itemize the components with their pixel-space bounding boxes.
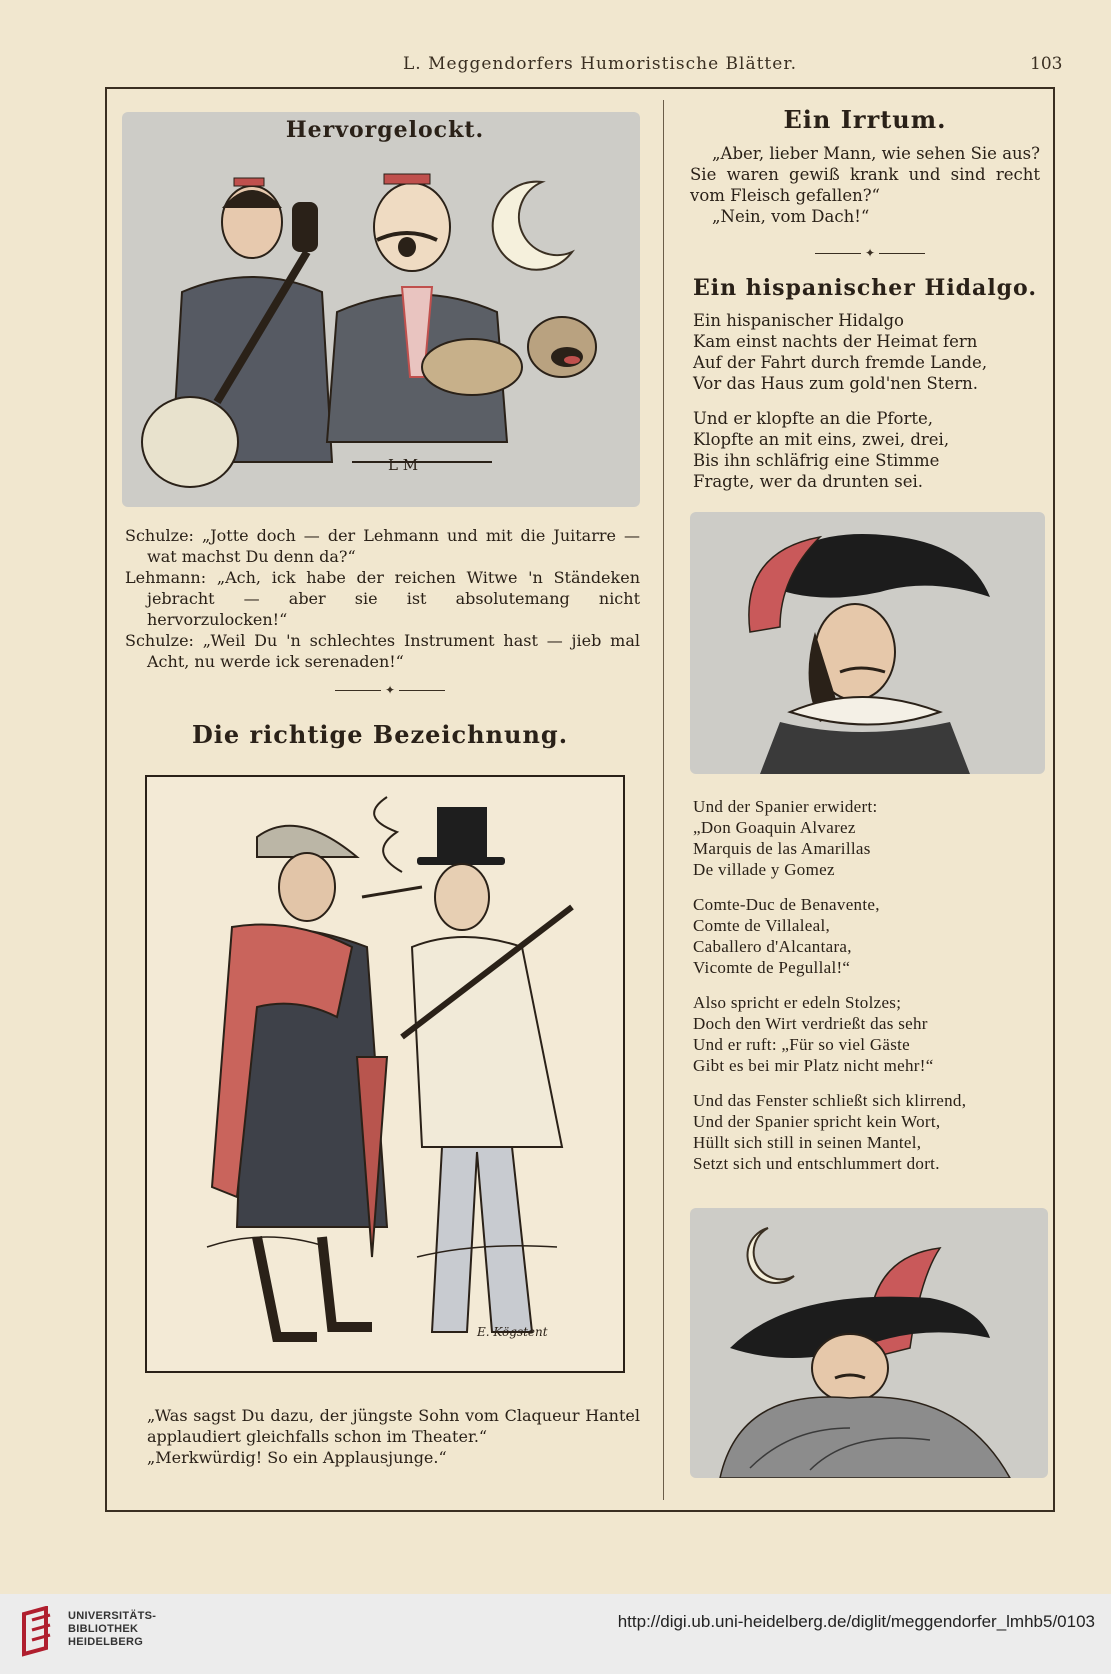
monogram: L M (388, 456, 419, 474)
verse-line: Bis ihn schläfrig eine Stimme (693, 451, 940, 470)
verse-line: „Don Goaquin Alvarez (693, 818, 856, 837)
verse-line: Doch den Wirt verdrießt das sehr (693, 1014, 928, 1033)
poem-stanzas-bottom (693, 796, 1033, 1188)
library-footer (0, 1594, 1111, 1674)
verse-line: Gibt es bei mir Platz nicht mehr!“ (693, 1056, 934, 1075)
illustration-bezeichnung (145, 775, 625, 1373)
library-name-line: BIBLIOTHEK (68, 1623, 139, 1635)
page-number: 103 (1030, 54, 1063, 74)
section-ornament: ✦ (290, 683, 490, 695)
stanza (693, 408, 1033, 492)
cartoon-title: Die richtige Bezeichnung. (191, 720, 569, 749)
verse-line: Klopfte an mit eins, zwei, drei, (693, 430, 950, 449)
dialogue-hervorgelockt (125, 525, 640, 672)
verse-line: Comte de Villaleal, (693, 916, 831, 935)
section-ornament: ✦ (770, 246, 970, 258)
library-name (68, 1610, 156, 1649)
verse-line: Hüllt sich still in seinen Mantel, (693, 1133, 922, 1152)
dialogue-line: Lehmann: „Ach, ick habe der reichen Witwe 'n Ständeken jebracht — aber sie ist absolutemang nicht hervorzulocken!“ (125, 568, 640, 629)
paragraph: „Aber, lieber Mann, wie sehen Sie aus? Sie waren gewiß krank und sind recht vom Fleisch gefallen?“ (690, 144, 1040, 205)
verse-line: Vor das Haus zum gold'nen Stern. (693, 374, 978, 393)
library-name-line: UNIVERSITÄTS- (68, 1610, 157, 1622)
stanza (693, 992, 1033, 1076)
verse-line: Und das Fenster schließt sich klirrend, (693, 1091, 967, 1110)
verse-line: Und er ruft: „Für so viel Gäste (693, 1035, 911, 1054)
verse-line: Und der Spanier erwidert: (693, 797, 878, 816)
paragraph: „Nein, vom Dach!“ (712, 207, 870, 226)
stanza (693, 1090, 1033, 1174)
article-title: Ein Irrtum. (783, 105, 947, 134)
illustration-hidalgo-portrait (690, 512, 1045, 774)
column-divider (663, 100, 664, 1500)
caption-line: „Was sagst Du dazu, der jüngste Sohn vom Claqueur Hantel applaudiert gleichfalls schon im Theater.“ (147, 1406, 640, 1446)
verse-line: Auf der Fahrt durch fremde Lande, (693, 353, 988, 372)
library-name-line: HEIDELBERG (68, 1636, 144, 1648)
verse-line: Und der Spanier spricht kein Wort, (693, 1112, 941, 1131)
university-library-logo-icon (20, 1606, 58, 1662)
caption-line: „Merkwürdig! So ein Applausjunge.“ (147, 1448, 447, 1467)
permalink-url[interactable]: http://digi.ub.uni-heidelberg.de/diglit/meggendorfer_lmhb5/0103 (617, 1612, 1095, 1631)
stanza (693, 310, 1033, 394)
verse-line: Kam einst nachts der Heimat fern (693, 332, 978, 351)
verse-line: Ein hispanischer Hidalgo (693, 311, 904, 330)
stanza (693, 796, 1033, 880)
verse-line: De villade y Gomez (693, 860, 835, 879)
text-irrtum (690, 143, 1040, 227)
illustration-sleeping-hidalgo (690, 1208, 1048, 1478)
verse-line: Marquis de las Amarillas (693, 839, 871, 858)
running-head: L. Meggendorfers Humoristische Blätter. (403, 54, 797, 74)
stanza (693, 894, 1033, 978)
poem-stanzas-top (693, 310, 1033, 506)
cartoon-title: Hervorgelockt. (285, 117, 485, 143)
poem-title: Ein hispanischer Hidalgo. (693, 275, 1037, 301)
dialogue-line: Schulze: „Weil Du 'n schlechtes Instrument hast — jieb mal Acht, nu werde ick serenaden!“ (125, 631, 640, 671)
verse-line: Fragte, wer da drunten sei. (693, 472, 924, 491)
verse-line: Comte-Duc de Benavente, (693, 895, 880, 914)
verse-line: Setzt sich und entschlummert dort. (693, 1154, 940, 1173)
caption-bezeichnung (125, 1405, 640, 1468)
verse-line: Und er klopfte an die Pforte, (693, 409, 933, 428)
artist-signature: E. Kögstent (477, 1325, 548, 1339)
verse-line: Vicomte de Pegullal!“ (693, 958, 851, 977)
verse-line: Caballero d'Alcantara, (693, 937, 852, 956)
illustration-hervorgelockt (122, 112, 640, 507)
verse-line: Also spricht er edeln Stolzes; (693, 993, 902, 1012)
dialogue-line: Schulze: „Jotte doch — der Lehmann und mit die Juitarre — wat machst Du denn da?“ (125, 526, 640, 566)
